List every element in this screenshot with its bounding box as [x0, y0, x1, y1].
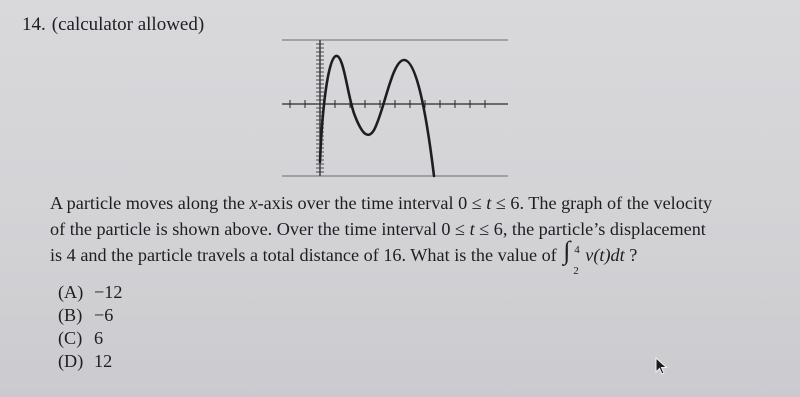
choice-value: −12 — [94, 282, 123, 302]
choice-b[interactable] — [58, 304, 122, 327]
question-number: 14. — [22, 14, 46, 35]
question-text-line-2: of the particle is shown above. Over the time interval 0 ≤ t ≤ 6, the particle’s displacement — [50, 219, 706, 239]
integral-lower-limit: 2 — [573, 265, 579, 277]
mouse-pointer-arrow-icon — [655, 357, 669, 375]
choice-label: (A) — [58, 282, 84, 302]
choice-value: 12 — [94, 351, 113, 371]
question-header — [22, 14, 204, 36]
question-text — [50, 190, 760, 277]
choice-d[interactable] — [58, 350, 122, 373]
choice-label: (D) — [58, 351, 84, 371]
question-text-line-3: is 4 and the particle travels a total distance of 16. What is the value of ∫ 4 2 v(t)dt ? — [50, 242, 760, 268]
question-header-text: (calculator allowed) — [51, 14, 205, 35]
choice-a[interactable] — [58, 281, 122, 304]
choice-value: −6 — [94, 305, 114, 325]
velocity-curve — [320, 56, 434, 176]
choice-value: 6 — [94, 328, 104, 348]
integral-expression — [561, 236, 585, 277]
question-text-line-1: A particle moves along the x-axis over the time interval 0 ≤ t ≤ 6. The graph of the velocity — [50, 193, 713, 213]
integral-sign: ∫ — [563, 236, 571, 265]
choice-c[interactable] — [58, 327, 122, 350]
velocity-graph — [276, 30, 516, 182]
choice-label: (C) — [58, 328, 83, 348]
choice-label: (B) — [58, 305, 83, 325]
integrand: v(t)dt — [585, 245, 625, 265]
answer-choices — [58, 281, 122, 373]
integral-upper-limit: 4 — [574, 244, 580, 256]
